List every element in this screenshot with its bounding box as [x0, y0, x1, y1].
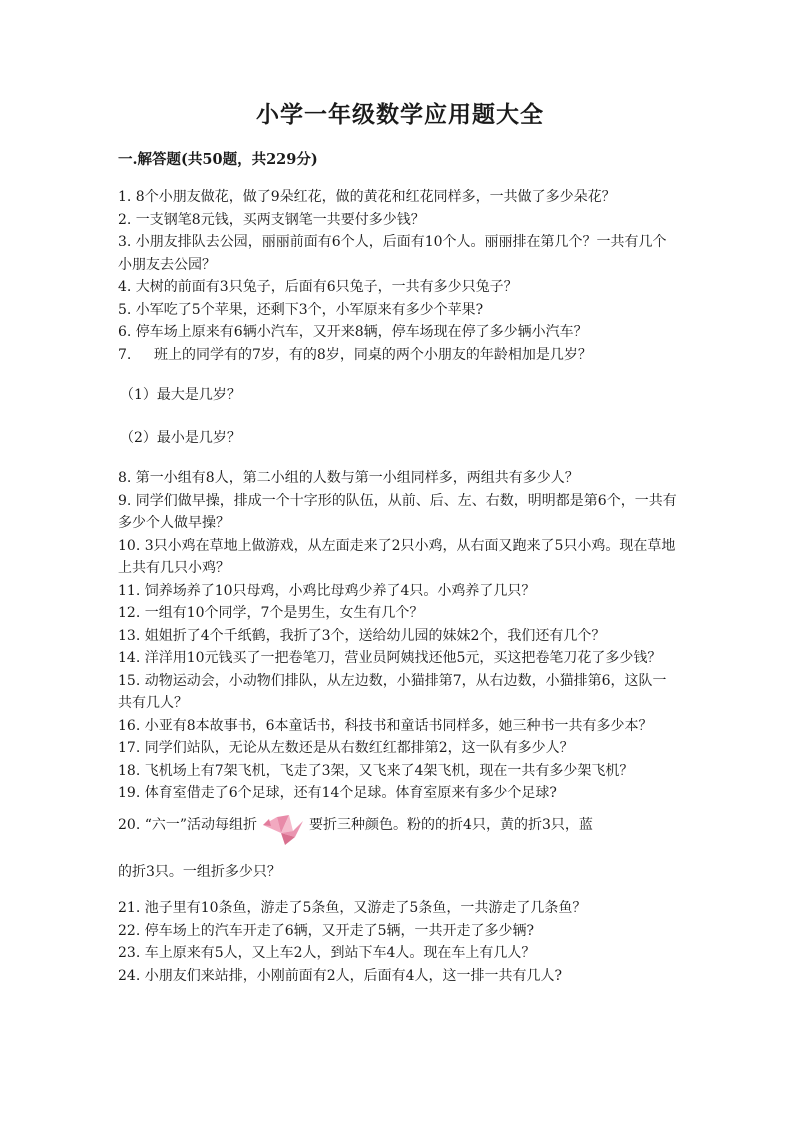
question-24: 24. 小朋友们来站排，小刚前面有2人，后面有4人，这一排一共有几人?: [118, 967, 563, 984]
question-10: 10. 3只小鸡在草地上做游戏，从左面走来了2只小鸡，从右面又跑来了5只小鸡。现在草地上共有几只小鸡？: [118, 537, 676, 576]
question-19: 19. 体育室借走了6个足球，还有14个足球。体育室原来有多少个足球?: [118, 785, 557, 801]
question-20-part-1: 20. “六一”活动每组折: [118, 816, 258, 833]
question-12: 12. 一组有10个同学，7个是男生，女生有几个？: [118, 605, 424, 621]
question-5: 5. 小军吃了5个苹果，还剩下3个，小军原来有多少个苹果?: [118, 301, 484, 318]
question-2: 2. 一支钢笔8元钱，买两支钢笔一共要付多少钱？: [118, 211, 425, 228]
paper-crane-icon-graphic: [259, 811, 307, 851]
document-title: 小学一年级数学应用题大全: [256, 101, 544, 128]
paper-crane-icon: [259, 811, 307, 851]
question-17: 17. 同学们站队，无论从左数还是从右数红红都排第2，这一队有多少人？: [118, 740, 574, 756]
question-list: [118, 186, 680, 987]
question-20-line-2: 的折3只。一组折多少只？: [118, 863, 281, 880]
question-7-sub-2: （2）最小是几岁？: [120, 429, 241, 446]
question-16: 16. 小亚有8本故事书，6本童话书，科技书和童话书同样多，她三种书一共有多少本？: [118, 717, 653, 734]
question-20: [118, 805, 680, 884]
question-7-sub-1: （1）最大是几岁？: [120, 387, 241, 403]
section-heading: 一.解答题(共50题，共229分): [118, 151, 318, 168]
question-9: 9. 同学们做早操，排成一个十字形的队伍，从前、后、左、右数，明明都是第6个，一共有多少个人做早操？: [118, 492, 677, 531]
question-23: 23. 车上原来有5人，又上车2人，到站下车4人。现在车上有几人？: [118, 945, 536, 961]
question-7-subquestions: [118, 384, 680, 449]
question-13: 13. 姐姐折了4个千纸鹤，我折了3个，送给幼儿园的妹妹2个，我们还有几个？: [118, 627, 606, 644]
question-11: 11. 饲养场养了10只母鸡，小鸡比母鸡少养了4只。小鸡养了几只？: [118, 582, 536, 599]
question-3: 3. 小朋友排队去公园，丽丽前面有6个人，后面有10个人。丽丽排在第几个？一共有几个小朋友去公园？: [118, 234, 667, 273]
question-20-part-2: 要折三种颜色。粉的的折4只，黄的折3只，蓝: [309, 816, 593, 833]
question-15: 15. 动物运动会，小动物们排队，从左边数，小猫排第7，从右边数，小猫排第6，这队一共有几人？: [118, 672, 667, 711]
question-14: 14. 洋洋用10元钱买了一把卷笔刀，营业员阿姨找还他5元，买这把卷笔刀花了多少钱？: [118, 650, 662, 666]
question-7-number: 7.: [118, 346, 132, 363]
question-7-text: 班上的同学有的7岁，有的8岁，同桌的两个小朋友的年龄相加是几岁？: [154, 346, 592, 363]
question-21: 21. 池子里有10条鱼，游走了5条鱼，又游走了5条鱼，一共游走了几条鱼？: [118, 900, 587, 916]
question-1: 1. 8个小朋友做花，做了9朵红花，做的黄花和红花同样多，一共做了多少朵花？: [118, 189, 616, 205]
question-4: 4. 大树的前面有3只兔子，后面有6只兔子，一共有多少只兔子？: [118, 279, 518, 295]
question-7: [118, 344, 680, 367]
question-6: 6. 停车场上原来有6辆小汽车，又开来8辆，停车场现在停了多少辆小汽车？: [118, 324, 588, 340]
question-18: 18. 飞机场上有7架飞机，飞走了3架，又飞来了4架飞机，现在一共有多少架飞机？: [118, 762, 634, 779]
question-22: 22. 停车场上的汽车开走了6辆，又开走了5辆，一共开走了多少辆?: [118, 922, 535, 939]
question-8: 8. 第一小组有8人，第二小组的人数与第一小组同样多，两组共有多少人？: [118, 470, 579, 486]
